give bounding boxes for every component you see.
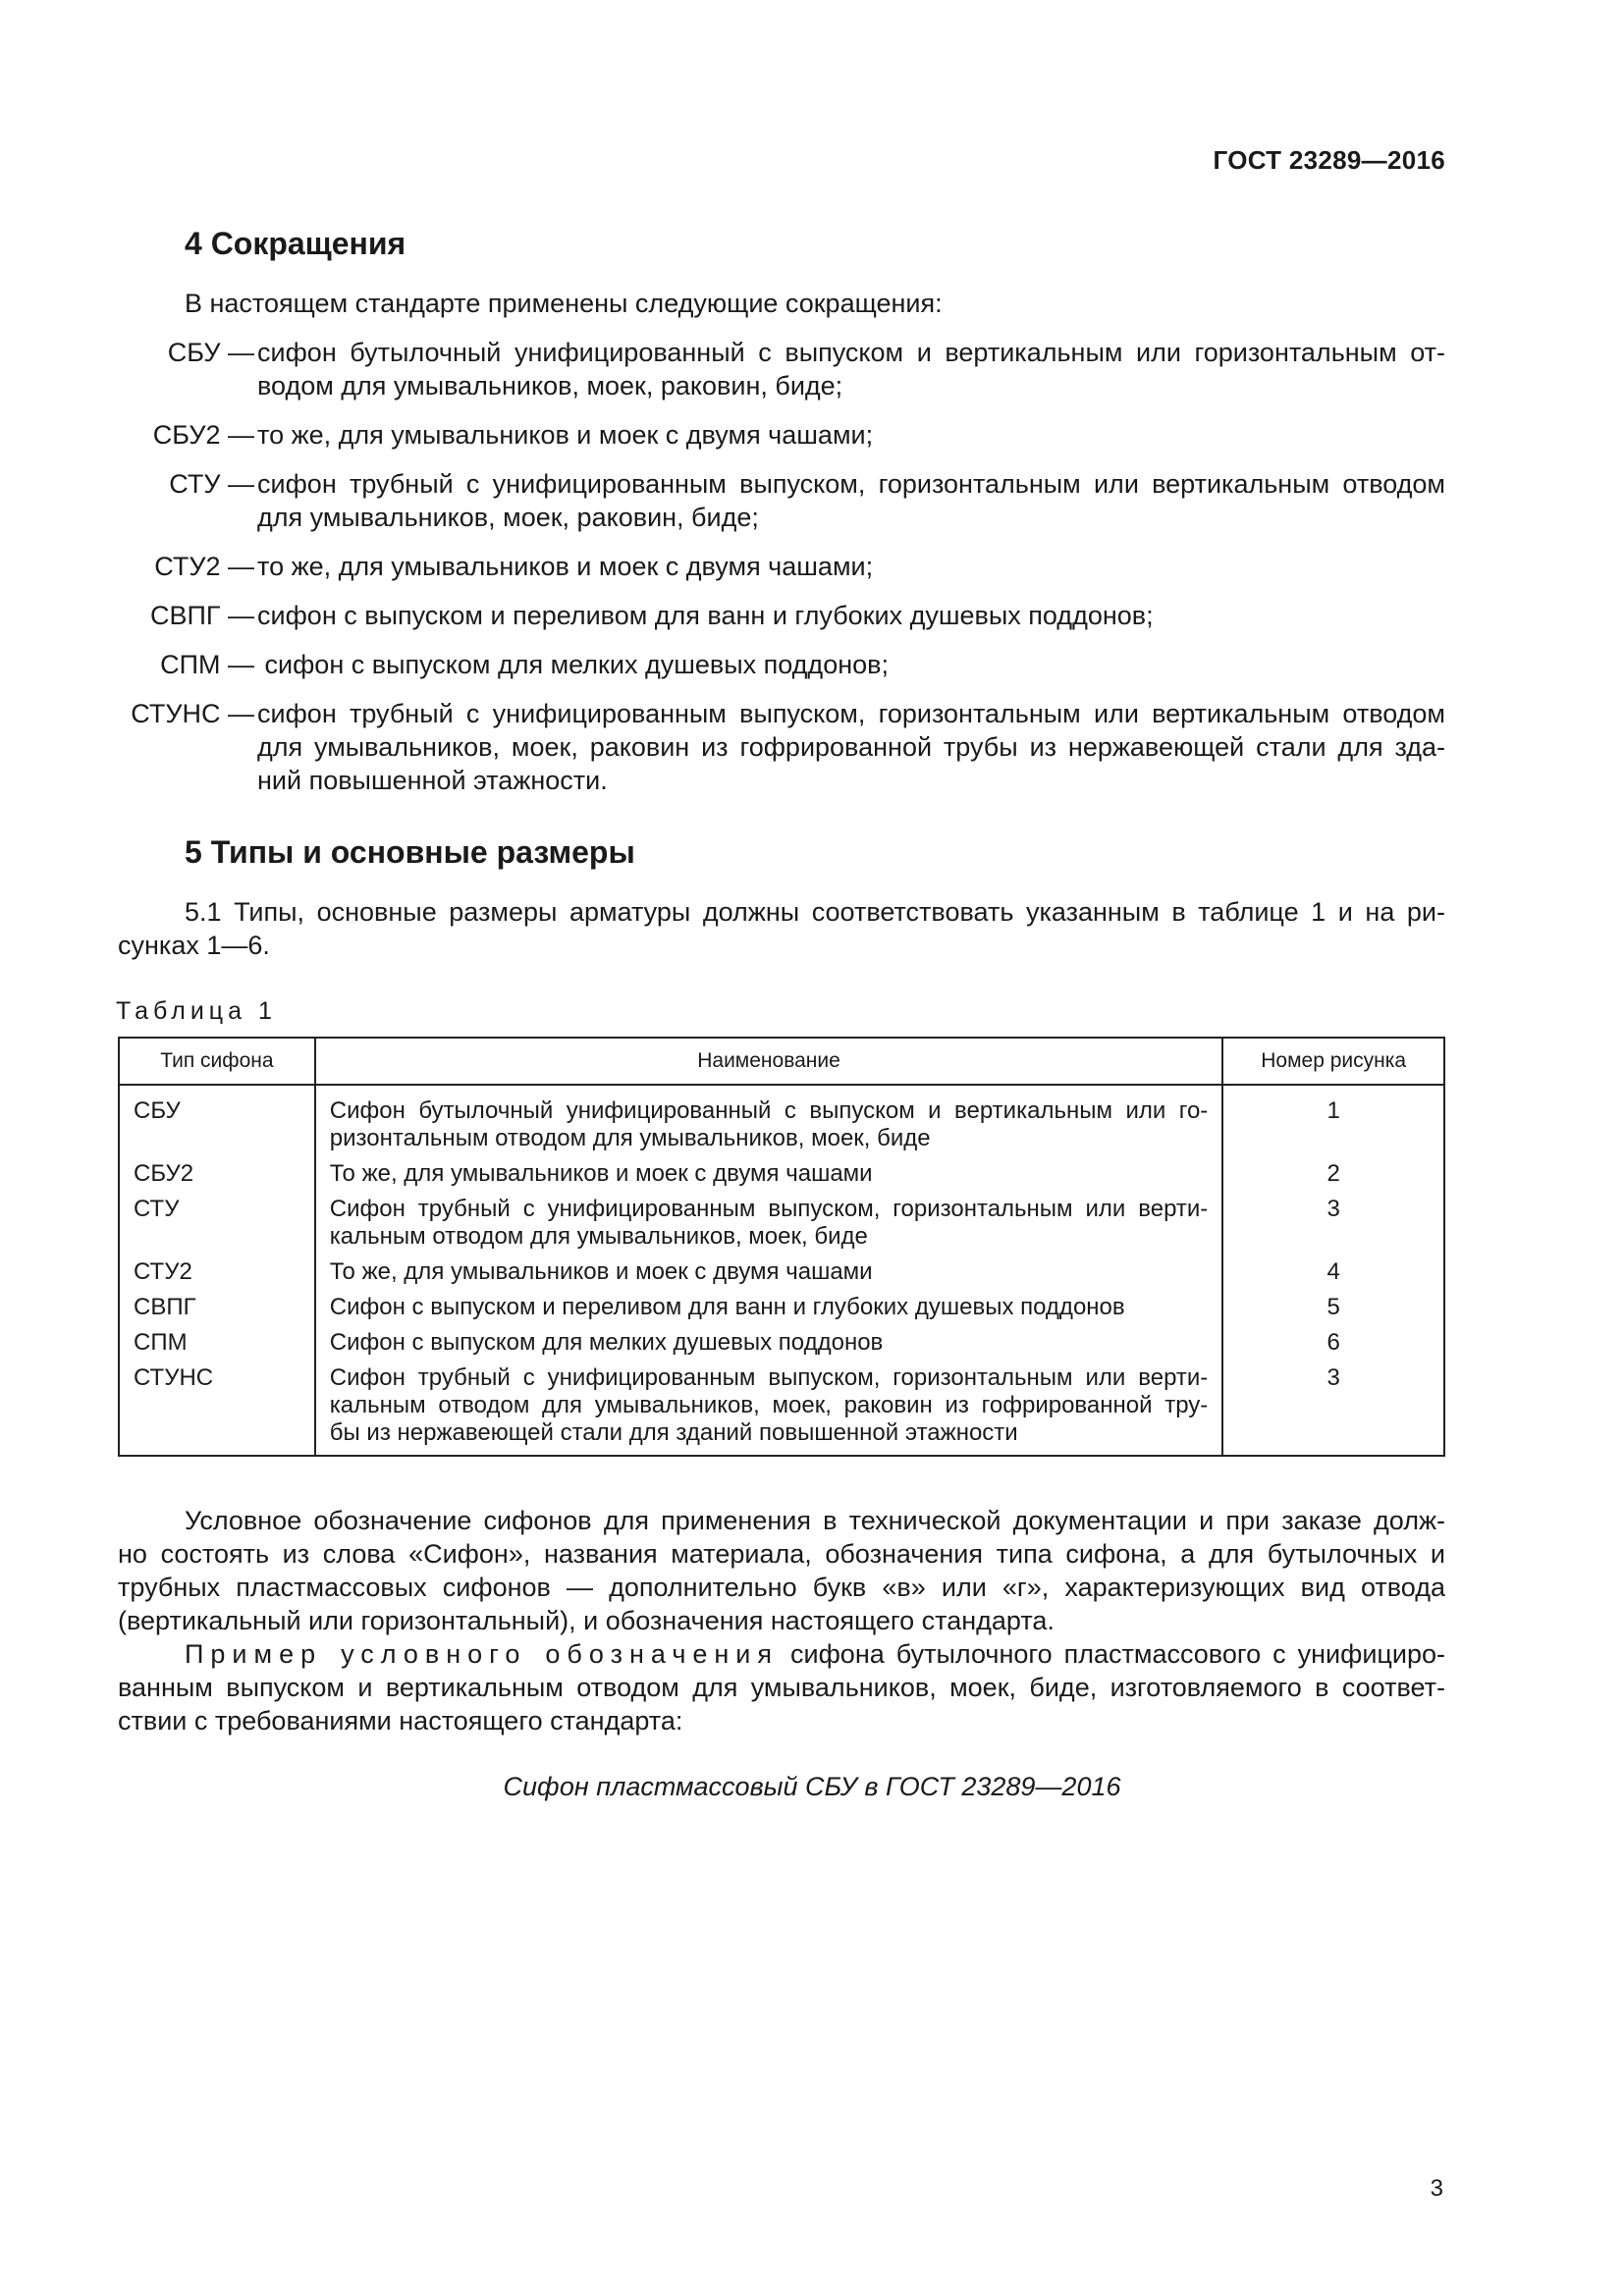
abbr-line: для умывальников, моек, раковин, биде; bbox=[257, 503, 759, 532]
designation-paragraph bbox=[118, 1504, 1445, 1637]
cell-line: То же, для умывальников и моек с двумя чашами bbox=[329, 1160, 873, 1187]
cell-figure: 4 bbox=[1222, 1255, 1444, 1290]
abbr-definition bbox=[257, 418, 1445, 452]
cell-line: То же, для умывальников и моек с двумя чашами bbox=[329, 1258, 873, 1285]
cell-figure: 3 bbox=[1222, 1361, 1444, 1456]
cell-figure: 2 bbox=[1222, 1156, 1444, 1192]
cell-figure: 6 bbox=[1222, 1325, 1444, 1361]
cell-figure: 3 bbox=[1222, 1192, 1444, 1255]
abbr-definition bbox=[257, 336, 1445, 402]
section-5-paragraph bbox=[118, 895, 1445, 962]
cell-name bbox=[315, 1156, 1223, 1192]
abbr-line: для умывальников, моек, раковин из гофрированной трубы из нержавеющей стали для зда- bbox=[257, 732, 1445, 762]
table-row bbox=[119, 1255, 1444, 1290]
header-figure: Номер рисунка bbox=[1222, 1038, 1444, 1085]
cell-type: СПМ bbox=[119, 1325, 315, 1361]
abbr-line: сифон трубный с унифицированным выпуском, горизонтальным или вертикальным отводом bbox=[257, 469, 1445, 499]
cell-line: Сифон с выпуском и переливом для ванн и глубоких душевых поддонов bbox=[329, 1294, 1125, 1320]
cell-name bbox=[315, 1361, 1223, 1456]
abbr-definition bbox=[257, 697, 1445, 797]
abbr-term: СТУ — bbox=[169, 469, 254, 499]
abbr-term: СВПГ — bbox=[149, 601, 254, 630]
table-caption: Таблица 1 bbox=[116, 997, 277, 1025]
abbr-definition bbox=[257, 550, 1445, 583]
cell-line: Сифон трубный с унифицированным выпуском, горизонтальным или верти- bbox=[329, 1196, 1209, 1222]
cell-type: СТУ bbox=[119, 1192, 315, 1255]
abbr-line: сифон бутылочный унифицированный с выпуском и вертикальным или горизонтальным от- bbox=[257, 338, 1445, 367]
abbr-line: сифон трубный с унифицированным выпуском, горизонтальным или вертикальным отводом bbox=[257, 699, 1445, 728]
spaced-label: Пример условного обозначения bbox=[185, 1639, 780, 1669]
abbr-term: СТУНС — bbox=[131, 699, 254, 728]
cell-type: СБУ bbox=[119, 1085, 315, 1156]
designation-example: Сифон пластмассовый СБУ в ГОСТ 23289—2016 bbox=[503, 1772, 1121, 1801]
abbr-definition bbox=[257, 599, 1445, 632]
cell-name bbox=[315, 1255, 1223, 1290]
table-row bbox=[119, 1361, 1444, 1456]
abbr-definition bbox=[257, 467, 1445, 534]
text-line: но состоять из слова «Сифон», названия материала, обозначения типа сифона, а для бутылочных и bbox=[118, 1539, 1445, 1569]
header-name: Наименование bbox=[315, 1038, 1223, 1085]
cell-name bbox=[315, 1290, 1223, 1325]
abbr-line: то же, для умывальников и моек с двумя чашами; bbox=[257, 552, 874, 581]
abbr-line: то же, для умывальников и моек с двумя чашами; bbox=[257, 420, 874, 450]
cell-line: Сифон с выпуском для мелких душевых поддонов bbox=[329, 1329, 884, 1356]
table-row bbox=[119, 1156, 1444, 1192]
cell-line: ризонтальным отводом для умывальников, моек, биде bbox=[329, 1125, 931, 1151]
abbr-line: сифон с выпуском для мелких душевых поддонов; bbox=[257, 650, 889, 679]
siphon-types-table bbox=[118, 1037, 1445, 1457]
cell-figure: 1 bbox=[1222, 1085, 1444, 1156]
table-header-row bbox=[119, 1038, 1444, 1085]
abbr-line: водом для умывальников, моек, раковин, биде; bbox=[257, 371, 843, 400]
table-row bbox=[119, 1325, 1444, 1361]
text-line: ванным выпуском и вертикальным отводом для умывальников, моек, биде, изготовляемого в соответ- bbox=[118, 1673, 1445, 1702]
cell-type: СТУНС bbox=[119, 1361, 315, 1456]
cell-line: бы из нержавеющей стали для зданий повышенной этажности bbox=[329, 1419, 1018, 1446]
text-line: Условное обозначение сифонов для применения в технической документации и при заказе долж- bbox=[185, 1506, 1445, 1535]
document-id: ГОСТ 23289—2016 bbox=[1213, 145, 1445, 175]
cell-name bbox=[315, 1085, 1223, 1156]
page-number: 3 bbox=[1430, 2175, 1443, 2202]
text-line: ствии с требованиями настоящего стандарта: bbox=[118, 1706, 683, 1735]
cell-line: кальным отводом для умывальников, моек, биде bbox=[329, 1223, 868, 1250]
abbr-term: СТУ2 — bbox=[154, 552, 254, 581]
abbr-definition bbox=[257, 648, 1445, 681]
cell-name bbox=[315, 1192, 1223, 1255]
abbr-term: СБУ2 — bbox=[152, 420, 254, 450]
text-line: сунках 1—6. bbox=[118, 931, 270, 960]
header-type: Тип сифона bbox=[119, 1038, 315, 1085]
abbr-line: ний повышенной этажности. bbox=[257, 766, 608, 795]
table-row bbox=[119, 1192, 1444, 1255]
section-4-title: 4 Сокращения bbox=[185, 226, 406, 261]
text-line: (вертикальный или горизонтальный), и обозначения настоящего стандарта. bbox=[118, 1606, 1055, 1635]
cell-type: СБУ2 bbox=[119, 1156, 315, 1192]
table-row bbox=[119, 1085, 1444, 1156]
abbr-term: СБУ — bbox=[167, 338, 254, 367]
cell-name bbox=[315, 1325, 1223, 1361]
example-paragraph bbox=[118, 1637, 1445, 1737]
cell-line: кальным отводом для умывальников, моек, раковин из гофрированной тру- bbox=[329, 1392, 1209, 1418]
abbr-term: СПМ — bbox=[160, 650, 254, 679]
cell-type: СТУ2 bbox=[119, 1255, 315, 1290]
cell-type: СВПГ bbox=[119, 1290, 315, 1325]
cell-line: Сифон трубный с унифицированным выпуском, горизонтальным или верти- bbox=[329, 1364, 1209, 1391]
text-line: трубных пластмассовых сифонов — дополнительно букв «в» или «г», характеризующих вид отвода bbox=[118, 1573, 1445, 1602]
cell-line: Сифон бутылочный унифицированный с выпуском и вертикальным или го- bbox=[329, 1097, 1209, 1124]
text-fragment: сифона бутылочного пластмассового с унифициро- bbox=[779, 1639, 1445, 1669]
section-5-title: 5 Типы и основные размеры bbox=[185, 834, 635, 870]
text-line: 5.1 Типы, основные размеры арматуры должны соответствовать указанным в таблице 1 и на ри- bbox=[185, 897, 1445, 927]
cell-figure: 5 bbox=[1222, 1290, 1444, 1325]
section-4-intro: В настоящем стандарте применены следующие сокращения: bbox=[185, 289, 943, 318]
abbr-line: сифон с выпуском и переливом для ванн и глубоких душевых поддонов; bbox=[257, 601, 1154, 630]
text-line bbox=[118, 1637, 1445, 1671]
table-row bbox=[119, 1290, 1444, 1325]
